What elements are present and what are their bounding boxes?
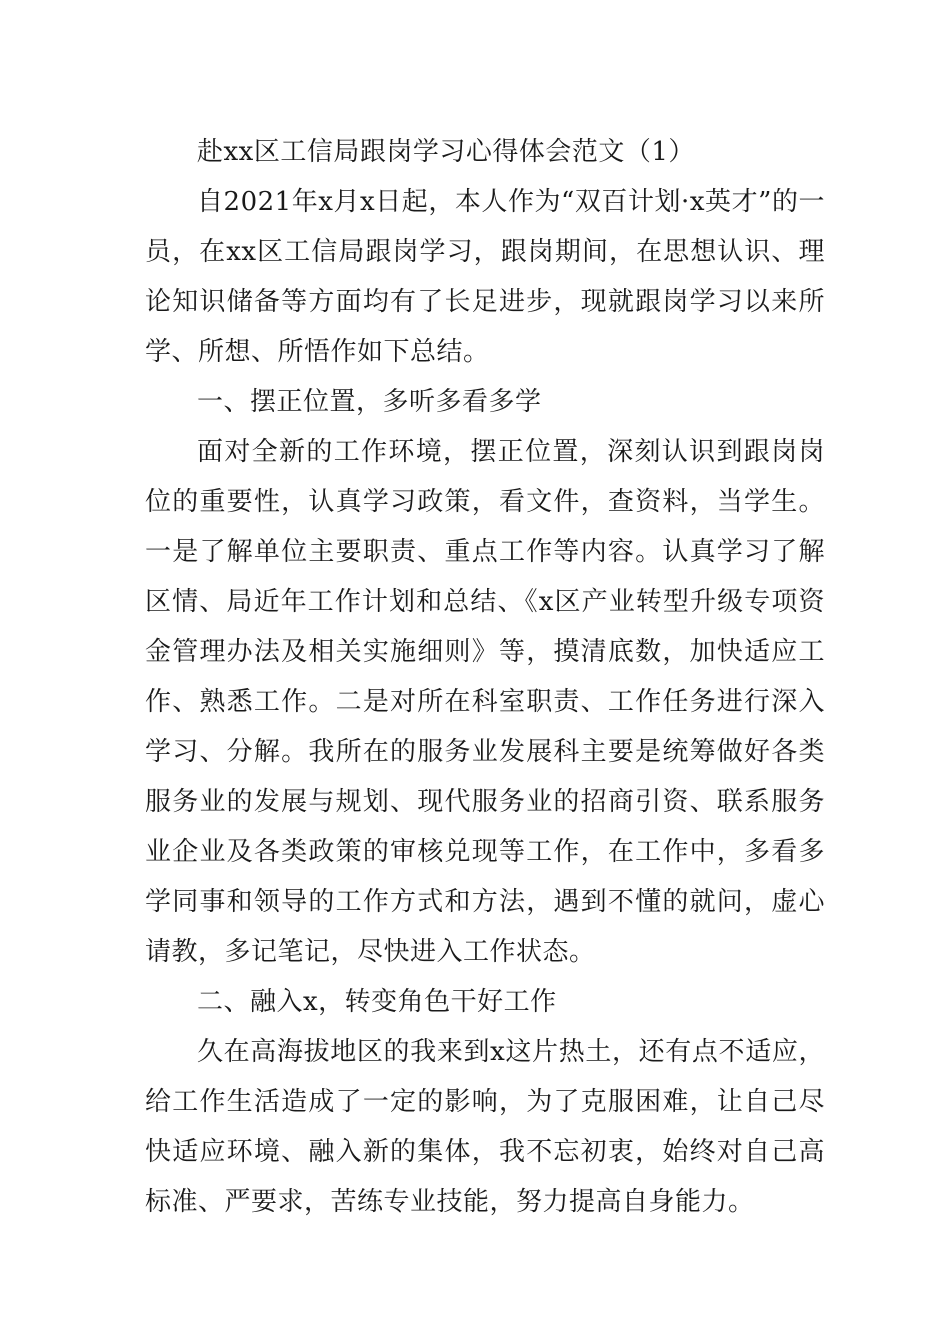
section-1-paragraph: 面对全新的工作环境，摆正位置，深刻认识到跟岗岗位的重要性，认真学习政策，看文件，查资料，当学生。一是了解单位主要职责、重点工作等内容。认真学习了解区情、局近年工作计划和总结、《x区产业转型升级专项资金管理办法及相关实施细则》等，摸清底数，加快适应工作、熟悉工作。二是对所在科室职责、工作任务进行深入学习、分解。我所在的服务业发展科主要是统筹做好各类服务业的发展与规划、现代服务业的招商引资、联系服务业企业及各类政策的审核兑现等工作，在工作中，多看多学同事和领导的工作方式和方法，遇到不懂的就问，虚心请教，多记笔记，尽快进入工作状态。 bbox=[145, 437, 825, 967]
document-body bbox=[145, 127, 825, 1227]
section-2-paragraph: 久在高海拔地区的我来到x这片热土，还有点不适应，给工作生活造成了一定的影响，为了克服困难，让自己尽快适应环境、融入新的集体，我不忘初衷，始终对自己高标准、严要求，苦练专业技能，努力提高自身能力。 bbox=[145, 1037, 825, 1217]
section-1-heading: 一、摆正位置，多听多看多学 bbox=[197, 387, 542, 417]
section-2-heading: 二、融入x，转变角色干好工作 bbox=[197, 987, 557, 1017]
document-title: 赴xx区工信局跟岗学习心得体会范文（1） bbox=[197, 137, 695, 167]
intro-paragraph: 自2021年x月x日起，本人作为“双百计划·x英才”的一员，在xx区工信局跟岗学习，跟岗期间，在思想认识、理论知识储备等方面均有了长足进步，现就跟岗学习以来所学、所想、所悟作如下总结。 bbox=[145, 187, 825, 367]
